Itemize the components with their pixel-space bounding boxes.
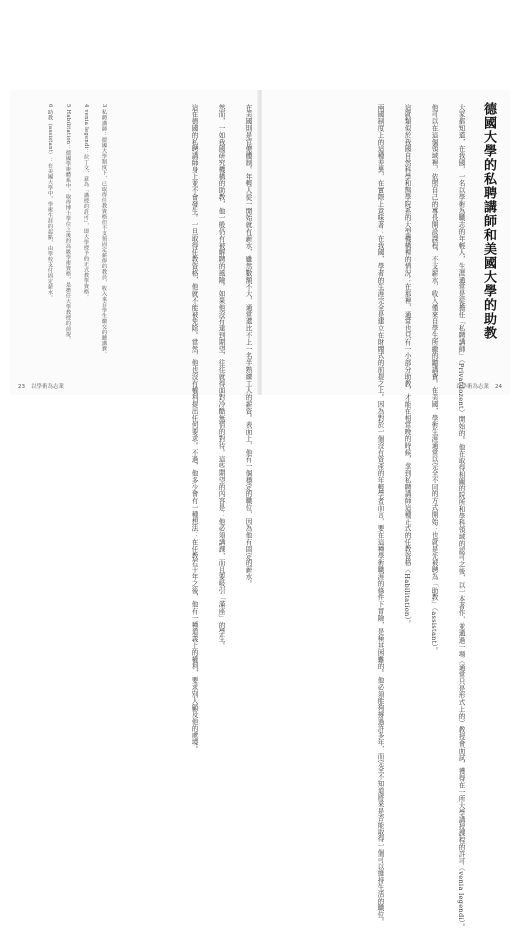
body-paragraph: 在美國則是官僚體制。年輕人從一開始就有薪水，雖然數額不大，通常還比不上一名半熟練工人的薪資。表面上，他有一個穩定的職位，因為他有固定的薪水。: [244, 104, 252, 587]
body-paragraph: 這在德國的私聘講師身上並不會發生。一旦取得任教資格，他就不能被免除。當然，他也沒有權利提出任何要求。不過，他多少會有一種想法：在任教若干年之後，他有一種道義上的權利，要求別人顧及他的處境。: [190, 104, 198, 753]
footnote: 6 助教（assistant）：在美國大學中，學術生涯的起點，由學校支付固定薪水。: [47, 104, 53, 301]
footnote: 5 Habilitation：德國學術體系中，取得博士學位之後的高級學術資格，是擔任大學教授的前提。: [65, 104, 71, 343]
body-paragraph: 他可以在這個領域裡，依照自己的專長開設課程，不支薪水，收入僅來自學生所繳的聽講費。在美國，學術生涯通常以完全不同的方式開始：也就是先被聘為「助教」（assistant）。: [430, 104, 438, 655]
right-folio: [456, 382, 502, 390]
body-paragraph: 然而，一如我國研究機構的助教，他一般仍有被解聘的風險。如果他沒有達到期望，往往就得面對冷酷無情的對待。這些期望的內容是：他必須講課，而且要吸引「滿座」的學生。: [217, 104, 225, 650]
body-paragraph: 這就類似於我國自然科學和醫學院系的大型機構裡的情況：在那裡，通常也只有一小部分助教，才能在相當晚的時候，拿到私聘講師這種正式的任教資格（Habilitation）。: [403, 104, 411, 628]
body-paragraph: 大家都知道，在我國，一名以學術為職志的年輕人，生涯通常是從擔任「私聘講師」（Privatdozent）開始的。他在取得相關的院所和學科領域的認可之後，以一本著作，並通過一場（通常只是形式上的）教授會面試，獲得在一所大學講授課程的許可（venia legendi）。: [457, 104, 465, 930]
page-number: 24: [495, 384, 502, 390]
left-page: [10, 90, 258, 753]
body-paragraph: 兩國制度上的這種差異，在實際上意味著：在我國，學者的生涯完全是建立在財閥式的前提之上。因為對於一個沒有資產的年輕學者而言，要在這種學術職涯的條件下冒險，是極其困難的。他必須能夠撐過許多年，而完全不知道將來是否能取得一個可以維持生活的職位。: [376, 104, 384, 926]
chapter-title: 德國大學的私聘講師和美國大學的助教: [481, 102, 496, 340]
left-folio: [18, 382, 64, 390]
page-number: 23: [18, 384, 25, 390]
running-head: 以學術為志業: [31, 384, 65, 390]
running-head: 以學術為志業: [455, 384, 489, 390]
right-page: [262, 90, 510, 930]
book-spread: [10, 90, 510, 930]
footnote: 4 venia legendi：拉丁文，意為「講授的許可」，即大學授予的正式教學資格。: [83, 104, 89, 301]
footnote: 3 私聘講師：德國大學制度下，已取得任教資格但不支領固定薪俸的教員，收入來自學生繳交的聽講費。: [101, 104, 107, 358]
